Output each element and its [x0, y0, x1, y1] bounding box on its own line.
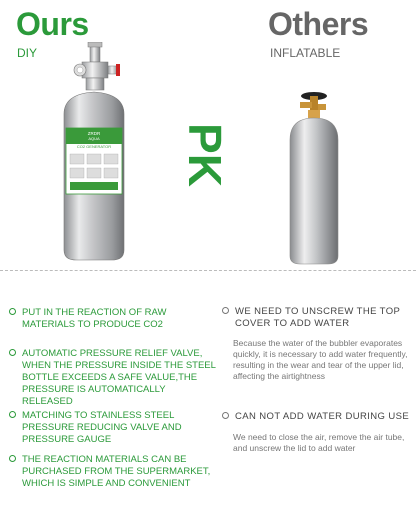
svg-text:PK: PK	[178, 123, 231, 187]
bullet-circle-icon	[9, 308, 16, 315]
section-divider	[0, 270, 416, 271]
ours-subtitle: DIY	[17, 46, 38, 60]
bullet-circle-icon	[9, 349, 16, 356]
bottle-label-line3: CO2 GENERATOR	[76, 144, 112, 149]
bottle-label-brand: ZRDR	[87, 131, 101, 136]
ours-point-text: MATCHING TO STAINLESS STEEL PRESSURE REDUCING VALVE AND PRESSURE GAUGE	[22, 410, 182, 445]
inflatable-bottle-image	[282, 88, 350, 266]
bullet-circle-icon	[222, 412, 229, 419]
ours-point-text: PUT IN THE REACTION OF RAW MATERIALS TO PRODUCE CO2	[22, 307, 167, 330]
ours-point-text: THE REACTION MATERIALS CAN BE PURCHASED FROM THE SUPERMARKET, WHICH IS SIMPLE AND CONVENIENT	[22, 454, 211, 489]
bullet-circle-icon	[9, 455, 16, 462]
bullet-circle-icon	[222, 307, 229, 314]
ours-title: Ours	[16, 6, 89, 42]
others-point-2-desc: We need to close the air, remove the air tube, and unscrew the lid to add water	[233, 432, 405, 453]
others-point-title: CAN NOT ADD WATER DURING USE	[235, 411, 410, 422]
ours-point-text: AUTOMATIC PRESSURE RELIEF VALVE, WHEN THE PRESSURE INSIDE THE STEEL BOTTLE EXCEEDS A SAFE VALUE,THE PRESSURE IS AUTOMATICALLY RELEASED	[22, 348, 216, 407]
others-title: Others	[268, 6, 369, 42]
others-subtitle: INFLATABLE	[270, 46, 341, 60]
bottle-label-line2: AQUA	[88, 136, 100, 141]
bullet-circle-icon	[9, 411, 16, 418]
others-point-1-desc: Because the water of the bubbler evaporates quickly, it is necessary to add water frequently, resulting in the wear and tear of the upper lid, affecting the airtightness	[233, 338, 408, 381]
pk-label	[166, 120, 236, 190]
others-point-title: WE NEED TO UNSCREW THE TOP COVER TO ADD WATER	[235, 306, 401, 329]
co2-generator-bottle-image	[52, 42, 136, 264]
